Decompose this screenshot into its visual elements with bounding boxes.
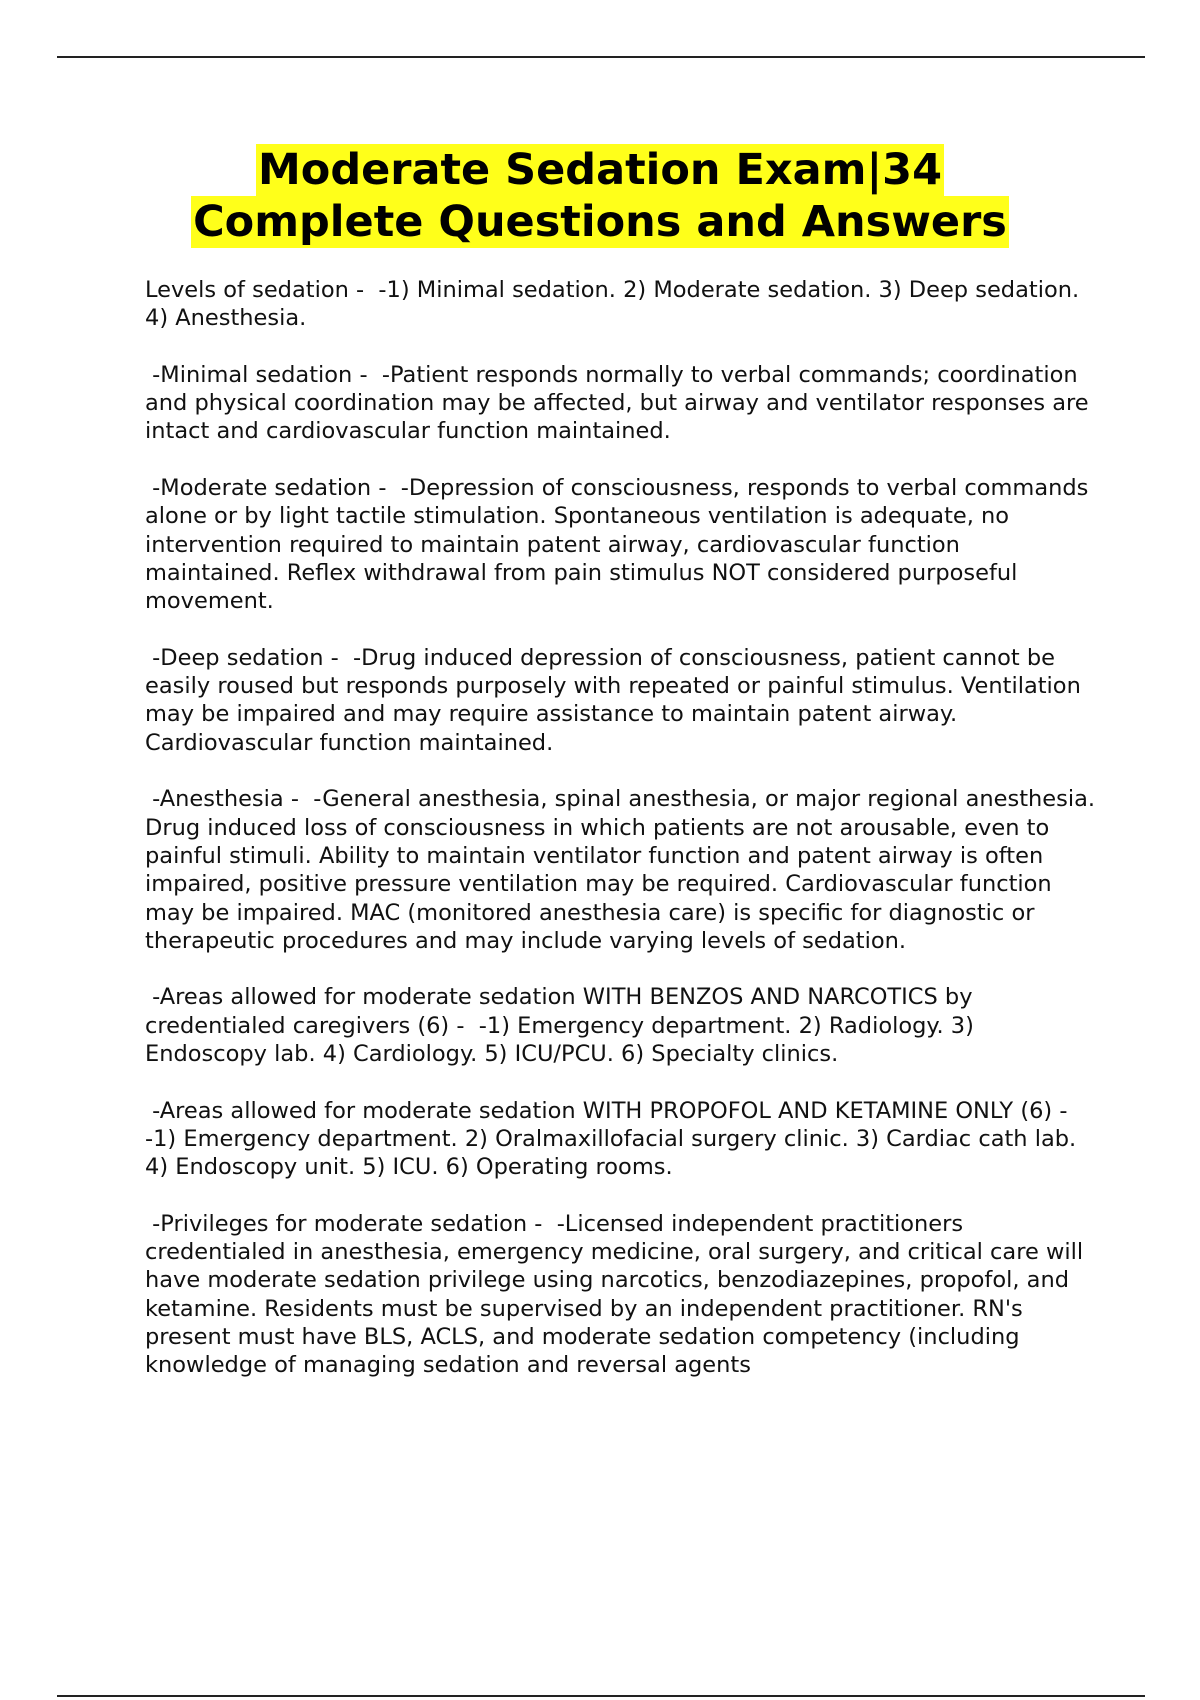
qa-answer: -1) Emergency department. 2) Oralmaxillofacial surgery clinic. 3) Cardiac cath lab. 4) Endoscopy unit. 5) ICU. 6) Operating rooms. <box>145 1125 1084 1181</box>
qa-separator: - <box>283 786 314 813</box>
qa-question: -Minimal sedation <box>145 361 353 388</box>
qa-entry <box>145 1210 1100 1380</box>
qa-separator: - <box>449 1012 479 1039</box>
top-divider <box>57 56 1145 58</box>
qa-question: -Deep sedation <box>145 644 324 671</box>
qa-separator: - <box>527 1210 557 1237</box>
qa-entry <box>145 474 1100 615</box>
document-title <box>100 144 1100 248</box>
qa-answer: -General anesthesia, spinal anesthesia, or major regional anesthesia. Drug induced loss of consciousness in which patients are not arousable, even to painful stimuli. Ability to maintain ventilator function and patent airway is often impaired, positive pressure ventilation may be required. Cardiovascular function may be impaired. MAC (monitored anesthesia care) is specific for diagnostic or therapeutic procedures and may include varying levels of sedation. <box>145 786 1103 954</box>
qa-separator: - <box>352 361 382 388</box>
qa-entry <box>145 361 1100 446</box>
qa-answer: -Licensed independent practitioners credentialed in anesthesia, emergency medicine, oral surgery, and critical care will have moderate sedation privilege using narcotics, benzodiazepines, propofol, and ketamine. Residents must be supervised by an independent practitioner. RN's present must have BLS, ACLS, and moderate sedation competency (including knowledge of managing sedation and reversal agents <box>145 1210 1091 1379</box>
qa-separator: - <box>323 644 354 671</box>
qa-entry <box>145 983 1100 1068</box>
qa-question: -Moderate sedation <box>145 475 372 502</box>
qa-answer: -Patient responds normally to verbal commands; coordination and physical coordination may be affected, but airway and ventilator responses are intact and cardiovascular function maintained. <box>145 361 1096 445</box>
qa-question: -Areas allowed for moderate sedation WITH BENZOS AND NARCOTICS by credentialed caregivers (6) <box>145 984 980 1039</box>
qa-entry <box>145 785 1103 955</box>
qa-separator: - <box>1052 1097 1082 1124</box>
qa-question: -Areas allowed for moderate sedation WITH PROPOFOL AND KETAMINE ONLY (6) <box>145 1097 1053 1124</box>
qa-answer: -Depression of consciousness, responds to verbal commands alone or by light tactile stimulation. Spontaneous ventilation is adequate, no intervention required to maintain patent airway, cardiovascular function maintained. Reflex withdrawal from pain stimulus NOT considered purposeful movement. <box>145 475 1096 615</box>
qa-question: -Privileges for moderate sedation <box>145 1210 528 1237</box>
title-line-2: Complete Questions and Answers <box>193 197 1007 247</box>
qa-separator: - <box>348 277 379 303</box>
qa-entry <box>145 644 1100 757</box>
title-line-1: Moderate Sedation Exam|34 <box>257 145 942 195</box>
qa-answer: -Drug induced depression of consciousness, patient cannot be easily roused but responds purposely with repeated or painful stimulus. Ventilation may be impaired and may require assistance to maintain patent airway. Cardiovascular function maintained. <box>145 644 1088 756</box>
qa-list <box>145 276 1103 1408</box>
qa-entry <box>145 276 1100 333</box>
qa-question: -Anesthesia <box>145 786 284 813</box>
qa-separator: - <box>371 475 401 502</box>
qa-entry <box>145 1097 1100 1182</box>
qa-answer: -1) Minimal sedation. 2) Moderate sedation. 3) Deep sedation. 4) Anesthesia. <box>145 277 1087 332</box>
bottom-divider <box>57 1695 1145 1697</box>
qa-answer: -1) Emergency department. 2) Radiology. 3) Endoscopy lab. 4) Cardiology. 5) ICU/PCU. 6) Specialty clinics. <box>145 1012 982 1068</box>
qa-question: Levels of sedation <box>145 277 349 303</box>
